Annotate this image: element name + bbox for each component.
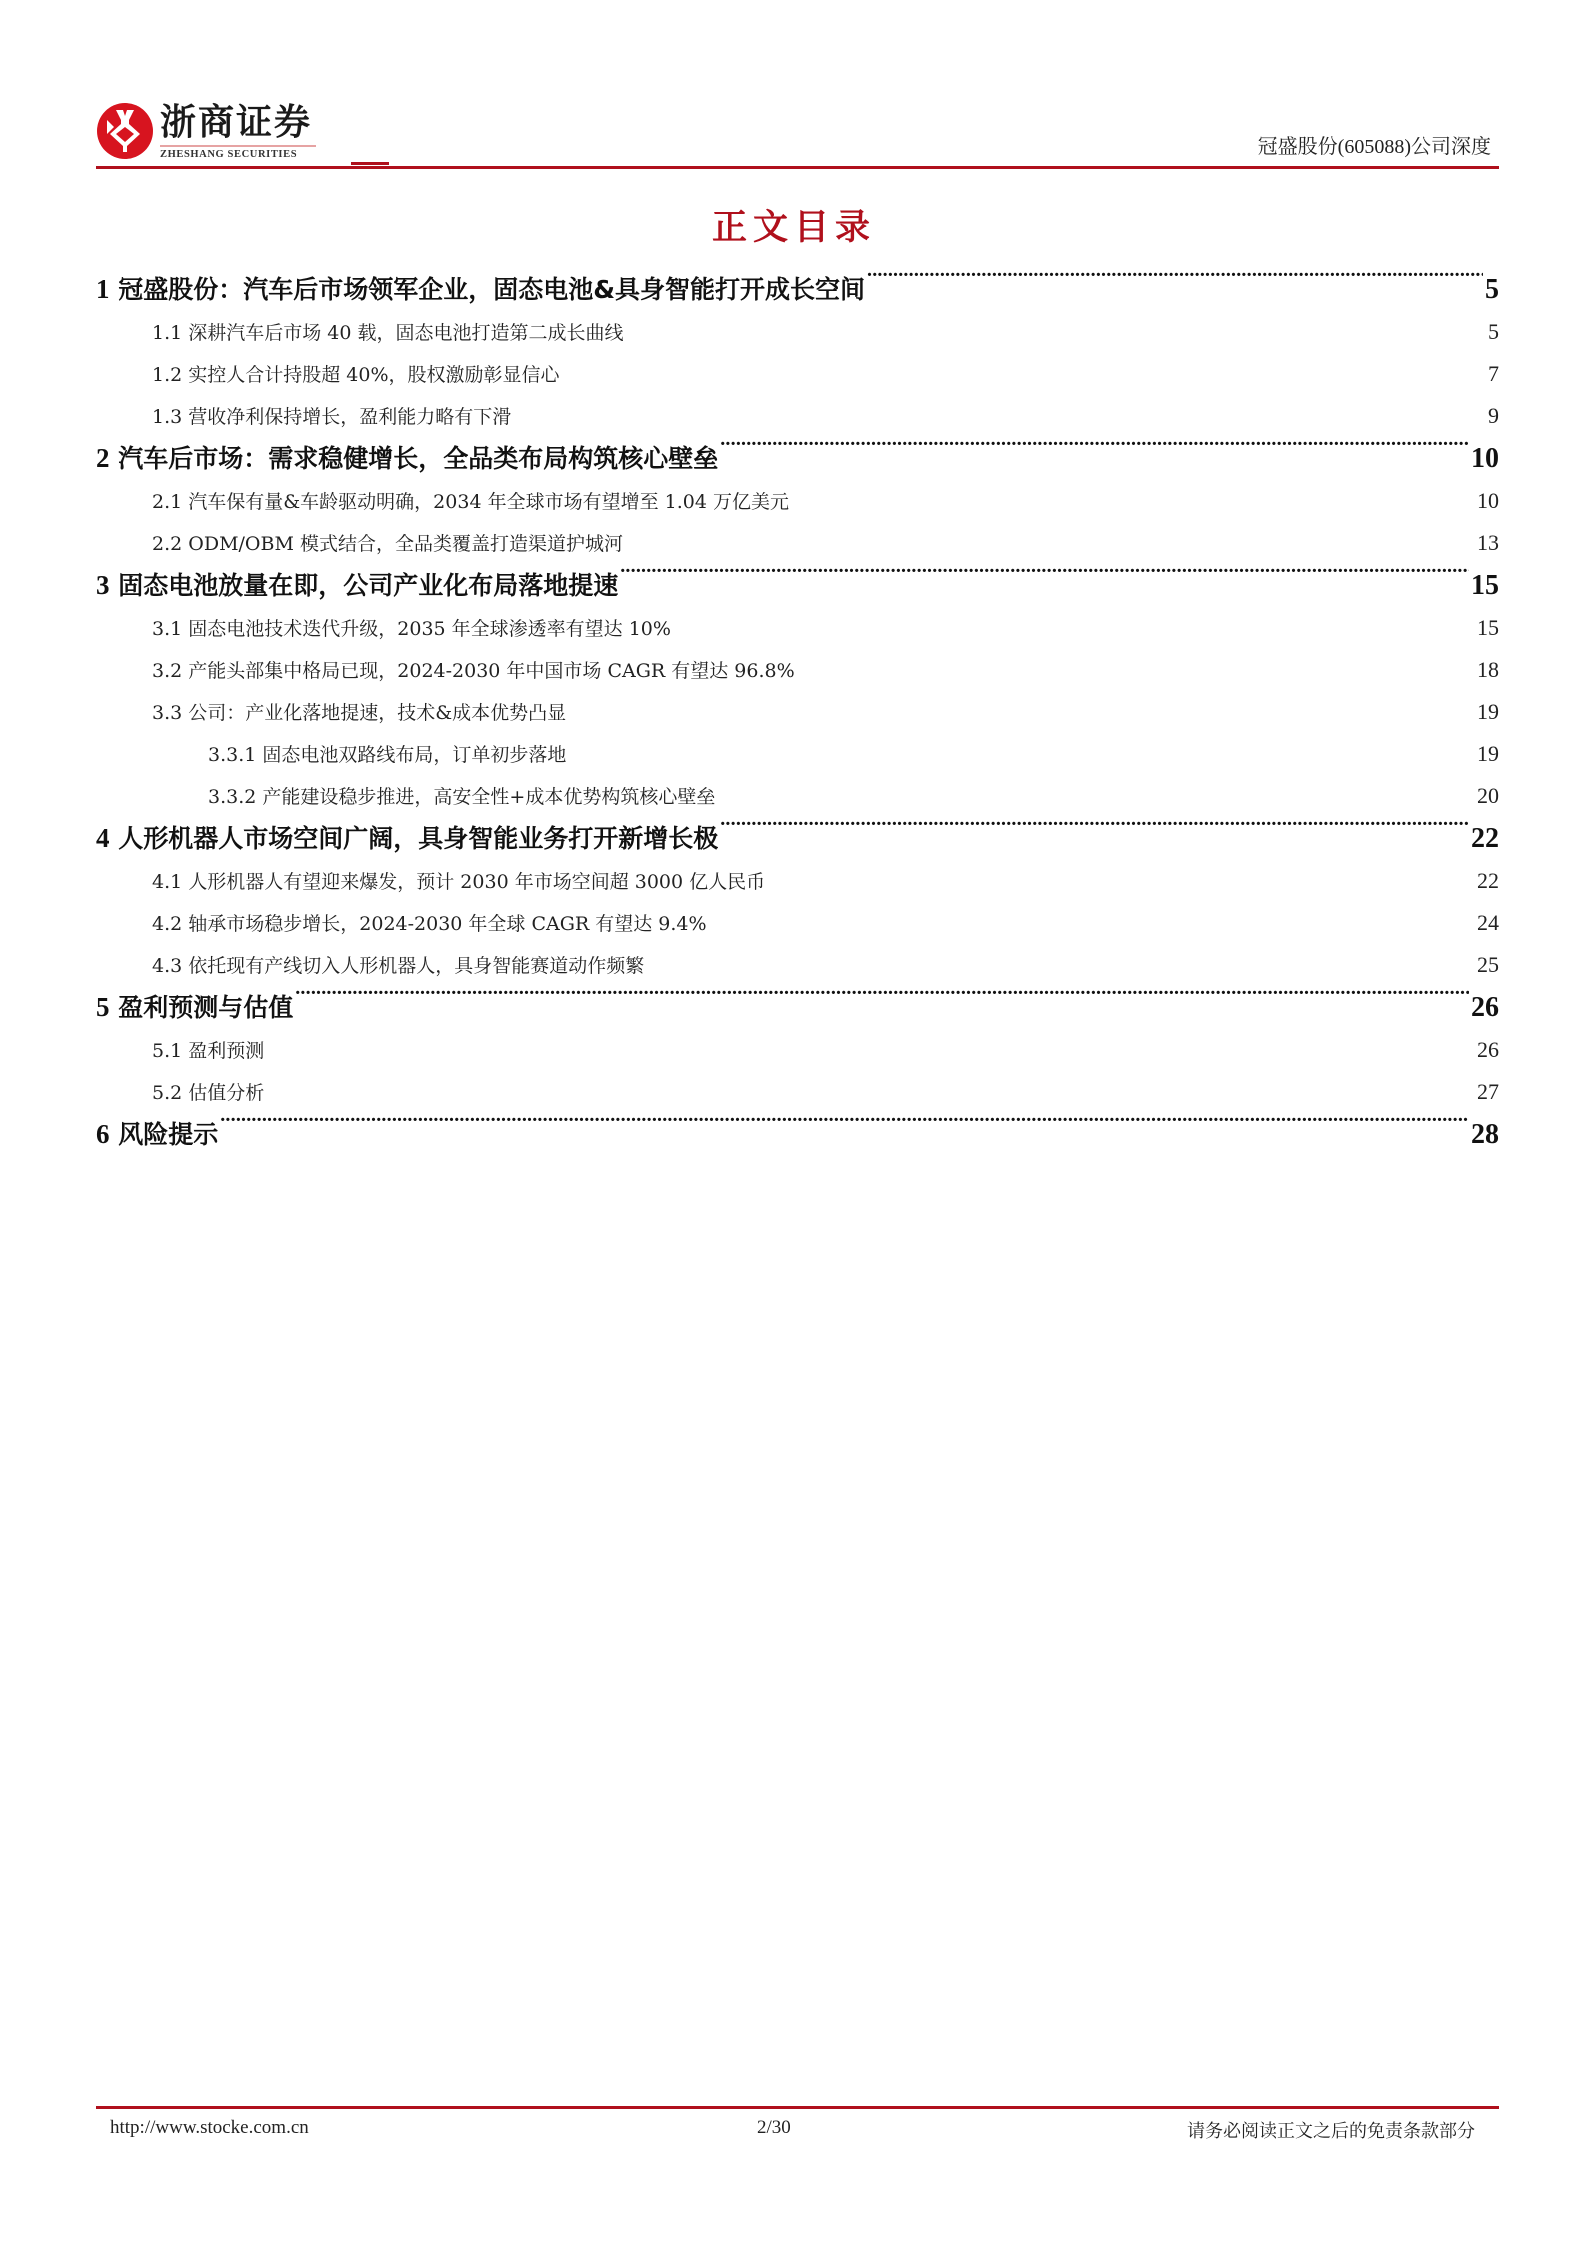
toc-entry-number: 4.3 [152,955,183,977]
toc-entry-number: 5 [96,992,110,1022]
dot-leader [767,868,1475,888]
dot-leader [646,952,1475,972]
toc-entry-number: 3.3.1 [208,744,257,766]
toc-entry-4-3[interactable] [96,944,1499,986]
toc-page-number: 19 [1477,699,1499,724]
toc-entry-text: 汽车保有量&车龄驱动明确，2034 年全球市场有望增至 1.04 万亿美元 [188,491,789,513]
dot-leader [867,272,1483,298]
toc-entry-text: 盈利预测 [188,1040,265,1062]
toc-entry-text: 固态电池双路线布局，订单初步落地 [262,744,567,766]
dot-leader [295,990,1469,1016]
dot-leader [568,699,1475,719]
toc-page-number: 15 [1471,570,1499,601]
toc-page-number: 28 [1471,1119,1499,1150]
toc-entry-number: 1.1 [152,322,183,344]
toc-entry-3-3-2[interactable] [96,775,1499,817]
toc-page-number: 10 [1471,443,1499,474]
toc-entry-text: 产能建设稳步推进，高安全性+成本优势构筑核心壁垒 [262,786,716,808]
toc-entry-text: 冠盛股份：汽车后市场领军企业，固态电池&具身智能打开成长空间 [118,275,866,304]
toc-page-number: 15 [1477,615,1499,640]
toc-entry-number: 2.2 [152,533,183,555]
toc-page-number: 25 [1477,952,1499,977]
page-footer [96,2106,1499,2149]
toc-page-number: 20 [1477,783,1499,808]
toc-entry-6[interactable] [96,1113,1499,1156]
toc-page-number: 9 [1488,403,1499,428]
toc-entry-number: 4 [96,823,110,853]
toc-entry-number: 3 [96,570,110,600]
table-of-contents [96,268,1499,1156]
toc-entry-number: 3.3 [152,702,183,724]
toc-entry-text: 依托现有产线切入人形机器人，具身智能赛道动作频繁 [188,955,645,977]
toc-entry-text: 固态电池技术迭代升级，2035 年全球渗透率有望达 10% [188,618,671,640]
dot-leader [625,530,1475,550]
toc-entry-5-1[interactable] [96,1029,1499,1071]
dot-leader [709,910,1475,930]
toc-entry-4-1[interactable] [96,860,1499,902]
toc-entry-1-2[interactable] [96,353,1499,395]
toc-entry-2-2[interactable] [96,522,1499,564]
dot-leader [220,1117,1469,1143]
dot-leader [797,657,1475,677]
toc-entry-1-1[interactable] [96,311,1499,353]
dot-leader [791,488,1475,508]
website-link[interactable]: http://www.stocke.com.cn [110,2117,309,2138]
toc-page-number: 19 [1477,741,1499,766]
toc-entry-number: 2 [96,443,110,473]
toc-entry-number: 3.2 [152,660,183,682]
toc-entry-text: 估值分析 [188,1082,265,1104]
toc-entry-5[interactable] [96,986,1499,1029]
toc-entry-text: 营收净利保持增长，盈利能力略有下滑 [188,406,512,428]
toc-entry-3-3[interactable] [96,691,1499,733]
dot-leader [673,615,1475,635]
toc-entry-4-2[interactable] [96,902,1499,944]
toc-entry-text: 风险提示 [118,1120,219,1149]
toc-entry-3-2[interactable] [96,649,1499,691]
logo-separator [160,145,316,147]
toc-entry-3[interactable] [96,564,1499,607]
toc-page-number: 26 [1477,1037,1499,1062]
dot-leader [720,441,1469,467]
toc-entry-2[interactable] [96,437,1499,480]
toc-page-number: 13 [1477,530,1499,555]
toc-entry-text: 产能头部集中格局已现，2024-2030 年中国市场 CAGR 有望达 96.8% [188,660,795,682]
toc-page-number: 5 [1488,319,1499,344]
dot-leader [568,741,1475,761]
toc-entry-2-1[interactable] [96,480,1499,522]
toc-page-number: 5 [1485,274,1499,305]
dot-leader [562,361,1486,381]
toc-entry-number: 3.3.2 [208,786,257,808]
toc-entry-1[interactable] [96,268,1499,311]
toc-entry-text: 人形机器人市场空间广阔，具身智能业务打开新增长极 [118,824,719,853]
toc-page-number: 24 [1477,910,1499,935]
header-divider [96,166,1499,169]
toc-entry-text: 人形机器人有望迎来爆发，预计 2030 年市场空间超 3000 亿人民币 [188,871,766,893]
toc-page-number: 26 [1471,992,1499,1023]
toc-entry-number: 5.2 [152,1082,183,1104]
toc-entry-3-3-1[interactable] [96,733,1499,775]
toc-entry-number: 1.3 [152,406,183,428]
page-header [96,96,1499,168]
toc-entry-number: 1 [96,274,110,304]
logo-chinese-name: 浙商证券 [160,101,313,143]
report-label: 冠盛股份(605088)公司深度 [1257,136,1491,158]
dot-leader [626,319,1486,339]
toc-entry-number: 2.1 [152,491,183,513]
header-accent-line [351,162,389,165]
zheshang-logo-icon [96,102,154,160]
page-indicator: 2/30 [757,2117,791,2138]
dot-leader [266,1079,1475,1099]
toc-page-number: 22 [1477,868,1499,893]
toc-entry-text: ODM/OBM 模式结合，全品类覆盖打造渠道护城河 [188,533,623,555]
toc-entry-number: 4.2 [152,913,183,935]
toc-page-number: 18 [1477,657,1499,682]
toc-entry-1-3[interactable] [96,395,1499,437]
dot-leader [513,403,1486,423]
logo-english-name: ZHESHANG SECURITIES [160,148,298,160]
toc-entry-number: 3.1 [152,618,183,640]
company-logo [96,102,316,160]
toc-page-number: 27 [1477,1079,1499,1104]
toc-entry-4[interactable] [96,817,1499,860]
toc-entry-3-1[interactable] [96,607,1499,649]
toc-page-number: 10 [1477,488,1499,513]
toc-entry-text: 固态电池放量在即，公司产业化布局落地提速 [118,571,619,600]
disclaimer-notice: 请务必阅读正文之后的免责条款部分 [1187,2121,1475,2142]
dot-leader [720,821,1469,847]
toc-entry-text: 公司：产业化落地提速，技术&成本优势凸显 [188,702,567,724]
dot-leader [620,568,1469,594]
toc-page-number: 7 [1488,361,1499,386]
toc-entry-text: 深耕汽车后市场 40 载，固态电池打造第二成长曲线 [188,322,624,344]
toc-entry-text: 轴承市场稳步增长，2024-2030 年全球 CAGR 有望达 9.4% [188,913,707,935]
dot-leader [266,1037,1475,1057]
dot-leader [717,783,1475,803]
toc-entry-number: 5.1 [152,1040,183,1062]
toc-entry-text: 实控人合计持股超 40%，股权激励彰显信心 [188,364,560,386]
toc-entry-5-2[interactable] [96,1071,1499,1113]
toc-entry-number: 6 [96,1119,110,1149]
toc-entry-text: 盈利预测与估值 [118,993,294,1022]
toc-entry-number: 1.2 [152,364,183,386]
toc-entry-text: 汽车后市场：需求稳健增长，全品类布局构筑核心壁垒 [118,444,719,473]
toc-page-number: 22 [1471,823,1499,854]
toc-title: 正文目录 [711,208,876,248]
toc-entry-number: 4.1 [152,871,183,893]
